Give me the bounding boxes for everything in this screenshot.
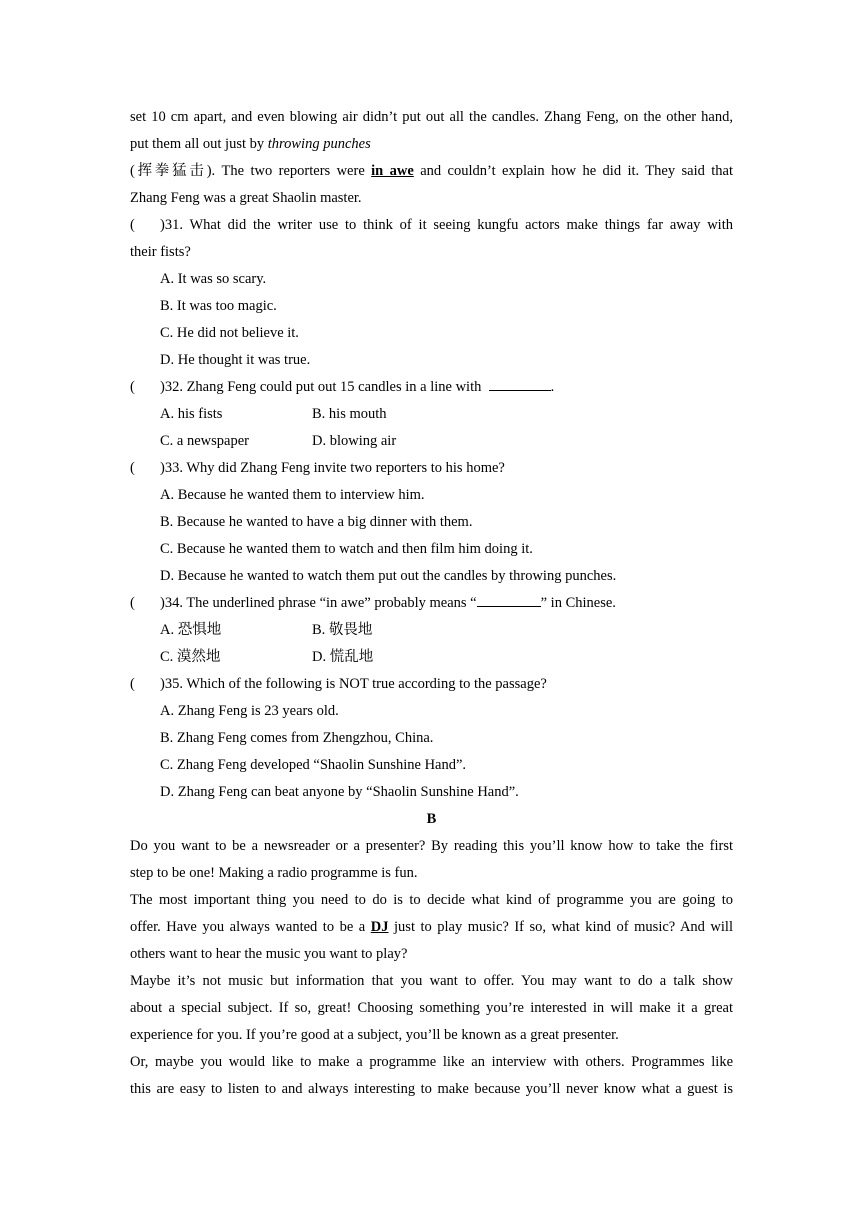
q34-option-a: A. 恐惧地 (160, 622, 222, 638)
q32-option-c: C. a newspaper (160, 433, 249, 449)
q35-option-a: A. Zhang Feng is 23 years old. (160, 703, 339, 719)
q31-option-d: D. He thought it was true. (160, 352, 311, 368)
passage-line: Or, maybe you would like to make a programme like an interview with others. Programmes like (130, 1054, 733, 1070)
q33-option-b: B. Because he wanted to have a big dinner with them. (160, 514, 473, 530)
question-text: )34. The underlined phrase “in awe” probably means “ (160, 595, 477, 611)
passage-line: this are easy to listen to and always interesting to make because you’ll never know what a guest is (130, 1081, 733, 1097)
q31-option-a: A. It was so scary. (160, 271, 267, 287)
answer-bracket: ( (130, 676, 135, 692)
underlined-word: DJ (370, 919, 389, 935)
q35-option-d: D. Zhang Feng can beat anyone by “Shaolin Sunshine Hand”. (160, 784, 519, 800)
question-31-stem (130, 212, 733, 239)
question-32-stem (130, 374, 733, 401)
question-34-stem (130, 590, 733, 617)
passage-text: just to play music? If so, what kind of music? And will (388, 919, 733, 935)
q32-option-a: A. his fists (160, 406, 223, 422)
q31-option-b: B. It was too magic. (160, 298, 277, 314)
answer-bracket: ( (130, 379, 135, 395)
passage-text: put them all out just by (130, 136, 268, 152)
answer-bracket: ( (130, 217, 135, 233)
passage-line: experience for you. If you’re good at a subject, you’ll be known as a great presenter. (130, 1027, 619, 1043)
passage-line: Maybe it’s not music but information that you want to offer. You may want to do a talk show (130, 973, 733, 989)
underlined-phrase: in awe (371, 163, 414, 179)
passage-line: Do you want to be a newsreader or a presenter? By reading this you’ll know how to take the first (130, 838, 733, 854)
q32-option-d: D. blowing air (312, 433, 397, 449)
passage-line (130, 158, 733, 185)
passage-line: Zhang Feng was a great Shaolin master. (130, 190, 362, 206)
q34-options-row-2 (130, 644, 733, 671)
answer-blank (477, 606, 541, 607)
question-text-end: ” in Chinese. (540, 595, 616, 611)
q34-options-row-1 (130, 617, 733, 644)
passage-text: offer. Have you always wanted to be a (130, 919, 371, 935)
q33-option-a: A. Because he wanted them to interview him. (160, 487, 425, 503)
q32-options-row-2 (130, 428, 733, 455)
q33-option-c: C. Because he wanted them to watch and then film him doing it. (160, 541, 533, 557)
q34-option-d: D. 慌乱地 (312, 649, 374, 665)
passage-text: and couldn’t explain how he did it. They said that (413, 163, 733, 179)
question-text-end: . (550, 379, 555, 395)
q34-option-c: C. 漠然地 (160, 649, 221, 665)
answer-blank (489, 390, 551, 391)
passage-line: set 10 cm apart, and even blowing air didn’t put out all the candles. Zhang Feng, on the other hand, (130, 109, 733, 125)
document-page (130, 104, 733, 1103)
q32-option-b: B. his mouth (312, 406, 387, 422)
q35-option-c: C. Zhang Feng developed “Shaolin Sunshine Hand”. (160, 757, 467, 773)
question-31-stem-cont: their fists? (130, 244, 191, 260)
answer-bracket: ( (130, 595, 135, 611)
passage-line: step to be one! Making a radio programme is fun. (130, 865, 418, 881)
question-33-stem (130, 455, 733, 482)
q33-option-d: D. Because he wanted to watch them put out the candles by throwing punches. (160, 568, 617, 584)
answer-bracket: ( (130, 460, 135, 476)
q31-option-c: C. He did not believe it. (160, 325, 299, 341)
question-text: )32. Zhang Feng could put out 15 candles in a line with (160, 379, 482, 395)
passage-line: The most important thing you need to do is to decide what kind of programme you are going to (130, 892, 733, 908)
q34-option-b: B. 敬畏地 (312, 622, 373, 638)
passage-line: others want to hear the music you want to play? (130, 946, 408, 962)
passage-line (130, 914, 733, 941)
passage-text: (挥拳猛击). The two reporters were (130, 163, 372, 179)
question-35-stem (130, 671, 733, 698)
question-text: )35. Which of the following is NOT true according to the passage? (160, 676, 547, 692)
question-text: )31. What did the writer use to think of it seeing kungfu actors make things far away with (160, 217, 733, 233)
q32-options-row-1 (130, 401, 733, 428)
section-b-heading: B (426, 811, 437, 827)
passage-line: about a special subject. If so, great! Choosing something you’re interested in will make it a great (130, 1000, 733, 1016)
passage-line (130, 131, 733, 158)
question-text: )33. Why did Zhang Feng invite two reporters to his home? (160, 460, 505, 476)
italic-phrase: throwing punches (267, 136, 371, 152)
q35-option-b: B. Zhang Feng comes from Zhengzhou, China. (160, 730, 434, 746)
